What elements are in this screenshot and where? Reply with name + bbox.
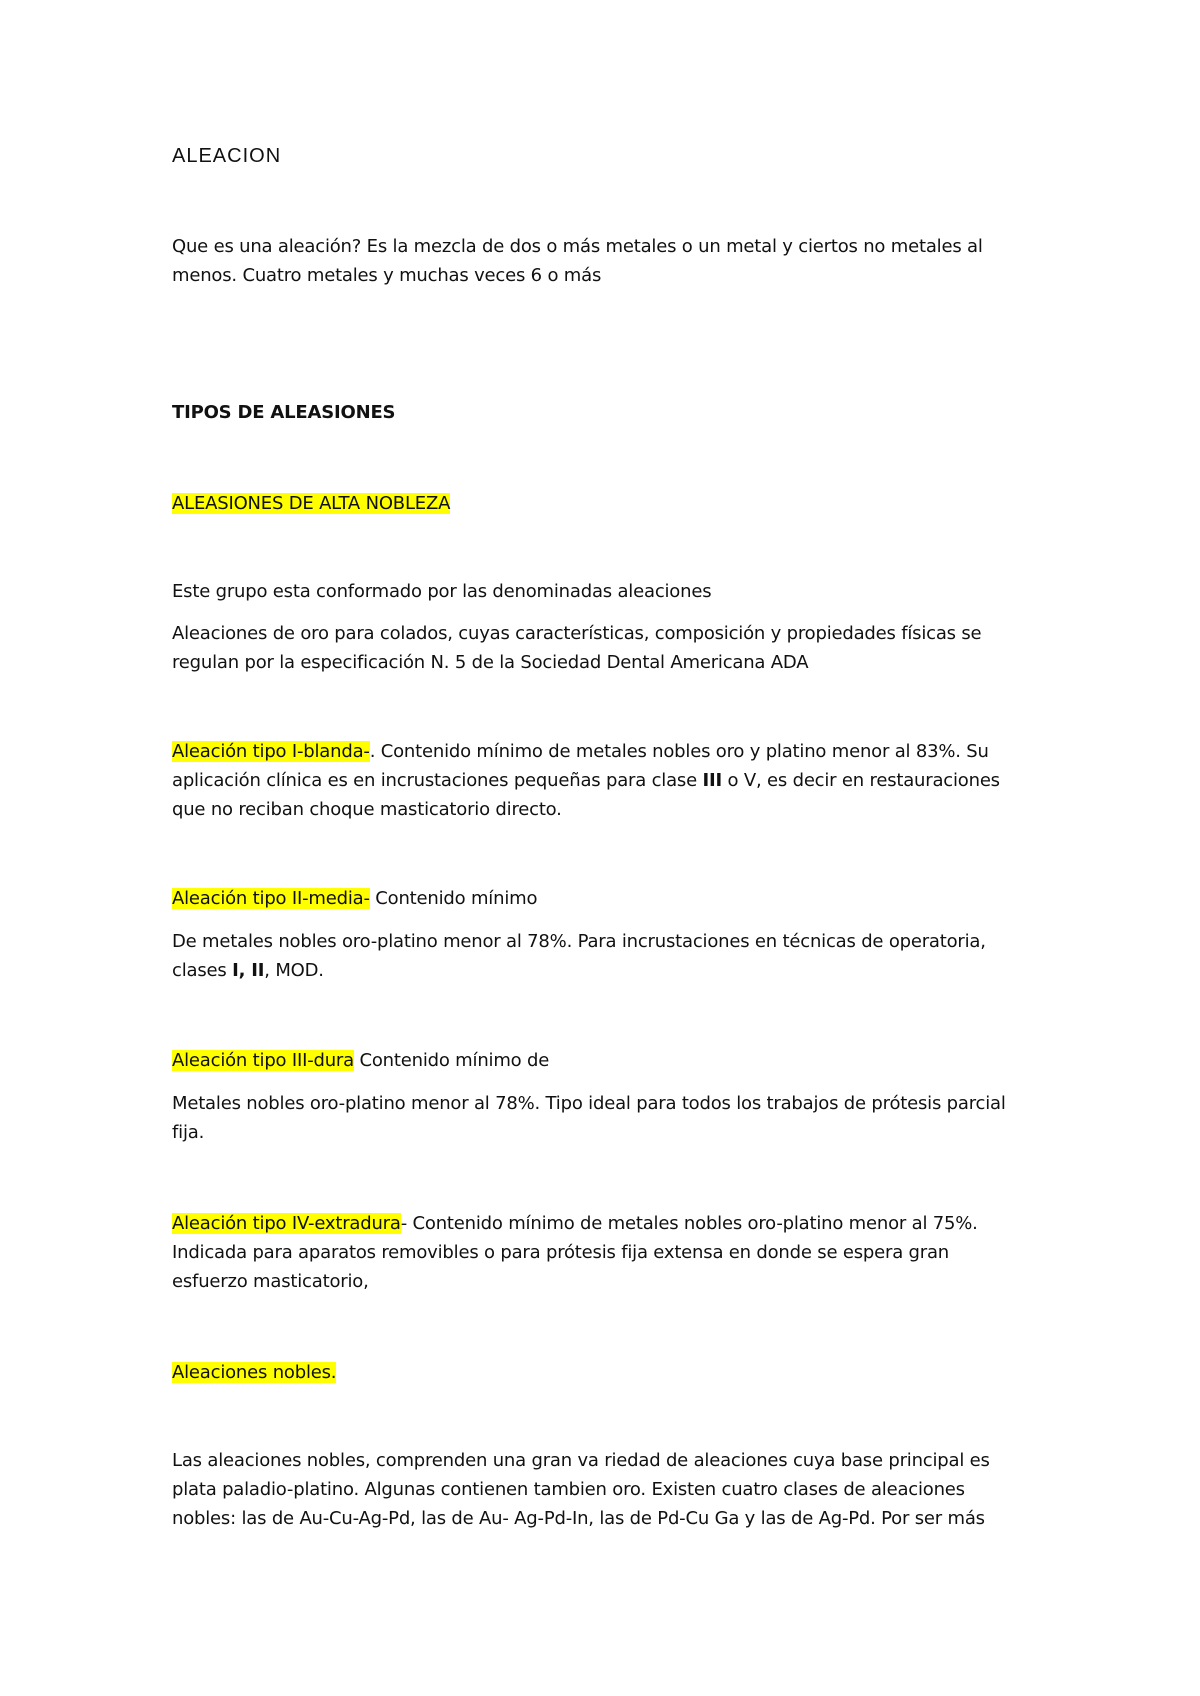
type3-line1-rest: Contenido mínimo de <box>353 1050 550 1071</box>
type2-line3 <box>172 956 324 985</box>
type1-line2 <box>172 766 1000 795</box>
high-nobility-heading <box>172 489 450 518</box>
type2-line3-b: , MOD. <box>264 960 324 981</box>
type2-label: Aleación tipo II-media- <box>172 888 370 909</box>
high-nobility-p1: Este grupo esta conformado por las denominadas aleaciones <box>172 581 712 602</box>
type2-line1 <box>172 884 537 913</box>
type3-line3: fija. <box>172 1122 205 1143</box>
type1-line3: que no reciban choque masticatorio directo. <box>172 799 562 820</box>
type3-line1 <box>172 1046 549 1075</box>
type2-line1-rest: Contenido mínimo <box>369 888 538 909</box>
intro-line-2: menos. Cuatro metales y muchas veces 6 o más <box>172 265 602 286</box>
type4-line1 <box>172 1209 978 1238</box>
section-heading <box>172 398 395 427</box>
noble-line2: plata paladio-platino. Algunas contienen tambien oro. Existen cuatro clases de aleaciones <box>172 1479 965 1500</box>
type1-label: Aleación tipo I-blanda- <box>172 741 370 762</box>
noble-line3: nobles: las de Au-Cu-Ag-Pd, las de Au- Ag-Pd-In, las de Pd-Cu Ga y las de Ag-Pd. Por ser más <box>172 1508 985 1529</box>
type4-line1-rest: - Contenido mínimo de metales nobles oro-platino menor al 75%. <box>400 1213 978 1234</box>
document-title: ALEACION <box>172 145 282 167</box>
type3-line2: Metales nobles oro-platino menor al 78%. Tipo ideal para todos los trabajos de prótesis parcial <box>172 1093 1006 1114</box>
type4-line2: Indicada para aparatos removibles o para prótesis fija extensa en donde se espera gran <box>172 1242 950 1263</box>
type2-line3-a: clases <box>172 960 233 981</box>
section-heading-text: TIPOS DE ALEASIONES <box>172 402 396 423</box>
type1-line2-a: aplicación clínica es en incrustaciones pequeñas para clase <box>172 770 703 791</box>
noble-heading-text: Aleaciones nobles. <box>172 1362 337 1383</box>
type1-line2-b: o V, es decir en restauraciones <box>722 770 1000 791</box>
type1-line1 <box>172 737 989 766</box>
type2-line3-bold: I, II <box>232 960 265 981</box>
type2-line2: De metales nobles oro-platino menor al 78%. Para incrustaciones en técnicas de operatoria, <box>172 931 986 952</box>
high-nobility-heading-text: ALEASIONES DE ALTA NOBLEZA <box>172 493 451 514</box>
type3-label: Aleación tipo III-dura <box>172 1050 354 1071</box>
high-nobility-p2-line2: regulan por la especificación N. 5 de la Sociedad Dental Americana ADA <box>172 652 809 673</box>
intro-line-1: Que es una aleación? Es la mezcla de dos o más metales o un metal y ciertos no metales al <box>172 236 983 257</box>
type4-label: Aleación tipo IV-extradura <box>172 1213 401 1234</box>
high-nobility-p2-line1: Aleaciones de oro para colados, cuyas características, composición y propiedades físicas se <box>172 623 982 644</box>
type1-line1-rest: . Contenido mínimo de metales nobles oro y platino menor al 83%. Su <box>369 741 989 762</box>
type4-line3: esfuerzo masticatorio, <box>172 1271 369 1292</box>
type1-line2-bold: III <box>702 770 722 791</box>
noble-heading <box>172 1358 336 1387</box>
noble-line1: Las aleaciones nobles, comprenden una gran va riedad de aleaciones cuya base principal es <box>172 1450 990 1471</box>
